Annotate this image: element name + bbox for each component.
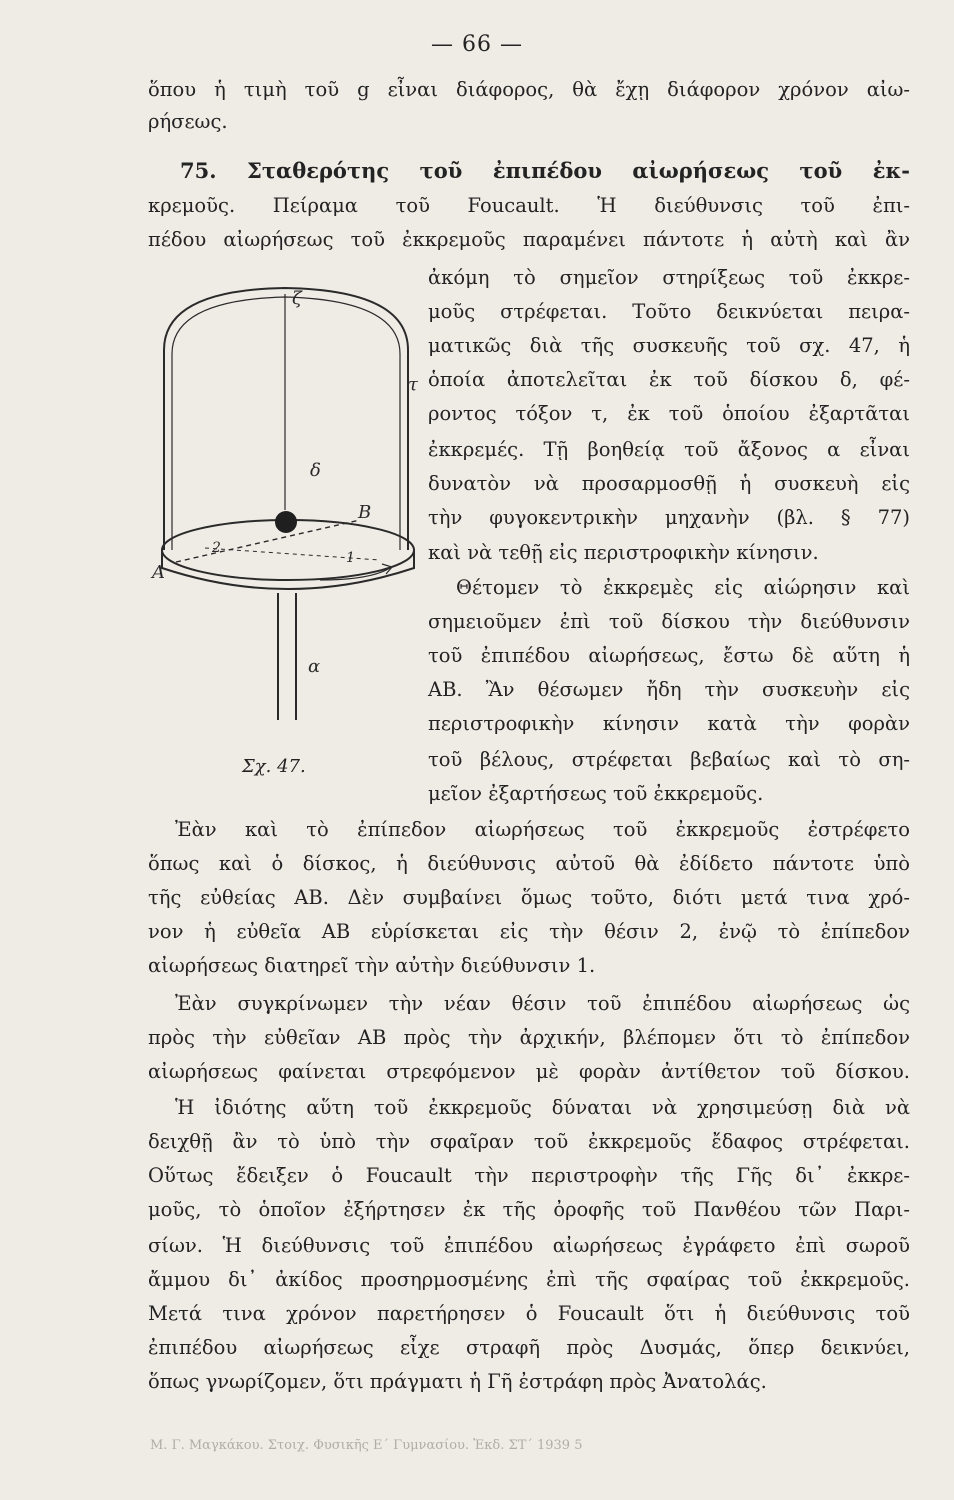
text-line: Ἡ ἰδιότης αὕτη τοῦ ἐκκρεμοῦς δύναται νὰ χρησιμεύσῃ διὰ νὰ xyxy=(175,1096,910,1119)
text-line: δυνατὸν νὰ προσαρμοσθῇ ἡ συσκευὴ εἰς xyxy=(428,472,910,495)
axle xyxy=(278,593,296,720)
text-line: τῆς εὐθείας ΑΒ. Δὲν συμβαίνει ὅμως τοῦτο, διότι μετά τινα χρό- xyxy=(148,886,910,909)
line-ab xyxy=(176,520,360,562)
text-line: δειχθῇ ἂν τὸ ὑπὸ τὴν σφαῖραν τοῦ ἐκκρεμοῦς ἔδαφος στρέφεται. xyxy=(148,1130,910,1153)
text-line: ροντος τόξον τ, ἐκ τοῦ ὁποίου ἐξαρτᾶται xyxy=(428,402,910,425)
label-delta: δ xyxy=(310,460,321,481)
text-line: τοῦ βέλους, στρέφεται βεβαίως καὶ τὸ ση- xyxy=(428,748,910,771)
text-line: σίων. Ἡ διεύθυνσις τοῦ ἐπιπέδου αἰωρήσεως ἐγράφετο ἐπὶ σωροῦ xyxy=(148,1234,910,1257)
page-footer: Μ. Γ. Μαγκάκου. Στοιχ. Φυσικῆς Ε΄ Γυμνασίου. Ἐκδ. ΣΤ΄ 1939 5 xyxy=(150,1438,583,1453)
text-line: Ἐὰν καὶ τὸ ἐπίπεδον αἰωρήσεως τοῦ ἐκκρεμοῦς ἐστρέφετο xyxy=(175,818,910,841)
text-line: ἄμμου δι᾽ ἀκίδος προσηρμοσμένης ἐπὶ τῆς σφαίρας τοῦ ἐκκρεμοῦς. xyxy=(148,1268,910,1291)
text-line: τὴν φυγοκεντρικὴν μηχανὴν (βλ. § 77) xyxy=(428,506,910,529)
text-line: νον ἡ εὐθεῖα ΑΒ εὑρίσκεται εἰς τὴν θέσιν 2, ἐνῷ τὸ ἐπίπεδον xyxy=(148,920,910,943)
text-line: ρήσεως. xyxy=(148,110,228,133)
text-line: πρὸς τὴν εὐθεῖαν ΑΒ πρὸς τὴν ἀρχικήν, βλέπομεν ὅτι τὸ ἐπίπεδον xyxy=(148,1026,910,1049)
text-line: καὶ νὰ τεθῇ εἰς περιστροφικὴν κίνησιν. xyxy=(428,541,819,564)
label-a: Α xyxy=(152,562,165,583)
text-line: Οὕτως ἔδειξεν ὁ Foucault τὴν περιστροφὴν τῆς Γῆς δι᾽ ἐκκρε- xyxy=(148,1164,910,1187)
page-number: — 66 — xyxy=(431,32,523,57)
text-line: σημειοῦμεν ἐπὶ τοῦ δίσκου τὴν διεύθυνσιν xyxy=(428,610,910,633)
label-b: Β xyxy=(358,502,372,523)
disc-rim xyxy=(162,550,414,589)
text-line: μοῦς στρέφεται. Τοῦτο δεικνύεται πειρα- xyxy=(428,300,910,323)
text-line: Θέτομεν τὸ ἐκκρεμὲς εἰς αἰώρησιν καὶ xyxy=(456,576,910,599)
text-line: μεῖον ἐξαρτήσεως τοῦ ἐκκρεμοῦς. xyxy=(428,782,764,805)
text-line: ΑΒ. Ἂν θέσωμεν ἤδη τὴν συσκευὴν εἰς xyxy=(428,678,910,701)
label-tau: τ xyxy=(408,374,418,395)
text-line: ἐπιπέδου αἰωρήσεως εἶχε στραφῆ πρὸς Δυσμάς, ὅπερ δεικνύει, xyxy=(148,1336,910,1359)
text-line: αἰωρήσεως διατηρεῖ τὴν αὐτὴν διεύθυνσιν 1. xyxy=(148,954,596,977)
figure-caption: Σχ. 47. xyxy=(242,756,306,777)
label-two: 2 xyxy=(212,540,221,556)
pendulum-bob xyxy=(275,511,297,533)
label-zeta: ζ xyxy=(292,288,302,309)
text-line: περιστροφικὴν κίνησιν κατὰ τὴν φορὰν xyxy=(428,712,910,735)
text-line: κρεμοῦς. Πείραμα τοῦ Foucault. Ἡ διεύθυνσις τοῦ ἐπι- xyxy=(148,194,910,217)
label-alpha: α xyxy=(308,656,321,677)
text-line: μοῦς, τὸ ὁποῖον ἐξήρτησεν ἐκ τῆς ὀροφῆς τοῦ Πανθέου τῶν Παρι- xyxy=(148,1198,910,1221)
text-line: ὅπως καὶ ὁ δίσκος, ἡ διεύθυνσις αὐτοῦ θὰ ἐδίδετο πάντοτε ὑπὸ xyxy=(148,852,910,875)
text-line: ὁποία ἀποτελεῖται ἐκ τοῦ δίσκου δ, φέ- xyxy=(428,368,910,391)
text-line: ἐκκρεμές. Τῇ βοηθείᾳ τοῦ ἄξονος α εἶναι xyxy=(428,438,910,461)
label-one: 1 xyxy=(346,550,355,566)
text-line: τοῦ ἐπιπέδου αἰωρήσεως, ἔστω δὲ αὕτη ἡ xyxy=(428,644,910,667)
text-line: Ἐὰν συγκρίνωμεν τὴν νέαν θέσιν τοῦ ἐπιπέδου αἰωρήσεως ὡς xyxy=(175,992,910,1015)
text-line: ὅπως γνωρίζομεν, ὅτι πράγματι ἡ Γῆ ἐστράφη πρὸς Ἀνατολάς. xyxy=(148,1370,767,1393)
text-line: ἀκόμη τὸ σημεῖον στηρίξεως τοῦ ἐκκρε- xyxy=(428,266,910,289)
foucault-apparatus-figure xyxy=(150,280,420,760)
section-heading: 75. Σταθερότης τοῦ ἐπιπέδου αἰωρήσεως τοῦ ἐκ- xyxy=(180,158,910,183)
text-line: πέδου αἰωρήσεως τοῦ ἐκκρεμοῦς παραμένει πάντοτε ἡ αὐτὴ καὶ ἂν xyxy=(148,228,910,251)
text-line: Μετά τινα χρόνον παρετήρησεν ὁ Foucault ὅτι ἡ διεύθυνσις τοῦ xyxy=(148,1302,910,1325)
text-line: ὅπου ἡ τιμὴ τοῦ g εἶναι διάφορος, θὰ ἔχῃ διάφορον χρόνον αἰω- xyxy=(148,78,910,101)
text-line: αἰωρήσεως φαίνεται στρεφόμενον μὲ φορὰν ἀντίθετον τοῦ δίσκου. xyxy=(148,1060,910,1083)
text-line: ματικῶς διὰ τῆς συσκευῆς τοῦ σχ. 47, ἡ xyxy=(428,334,910,357)
arc-outline xyxy=(164,288,408,550)
